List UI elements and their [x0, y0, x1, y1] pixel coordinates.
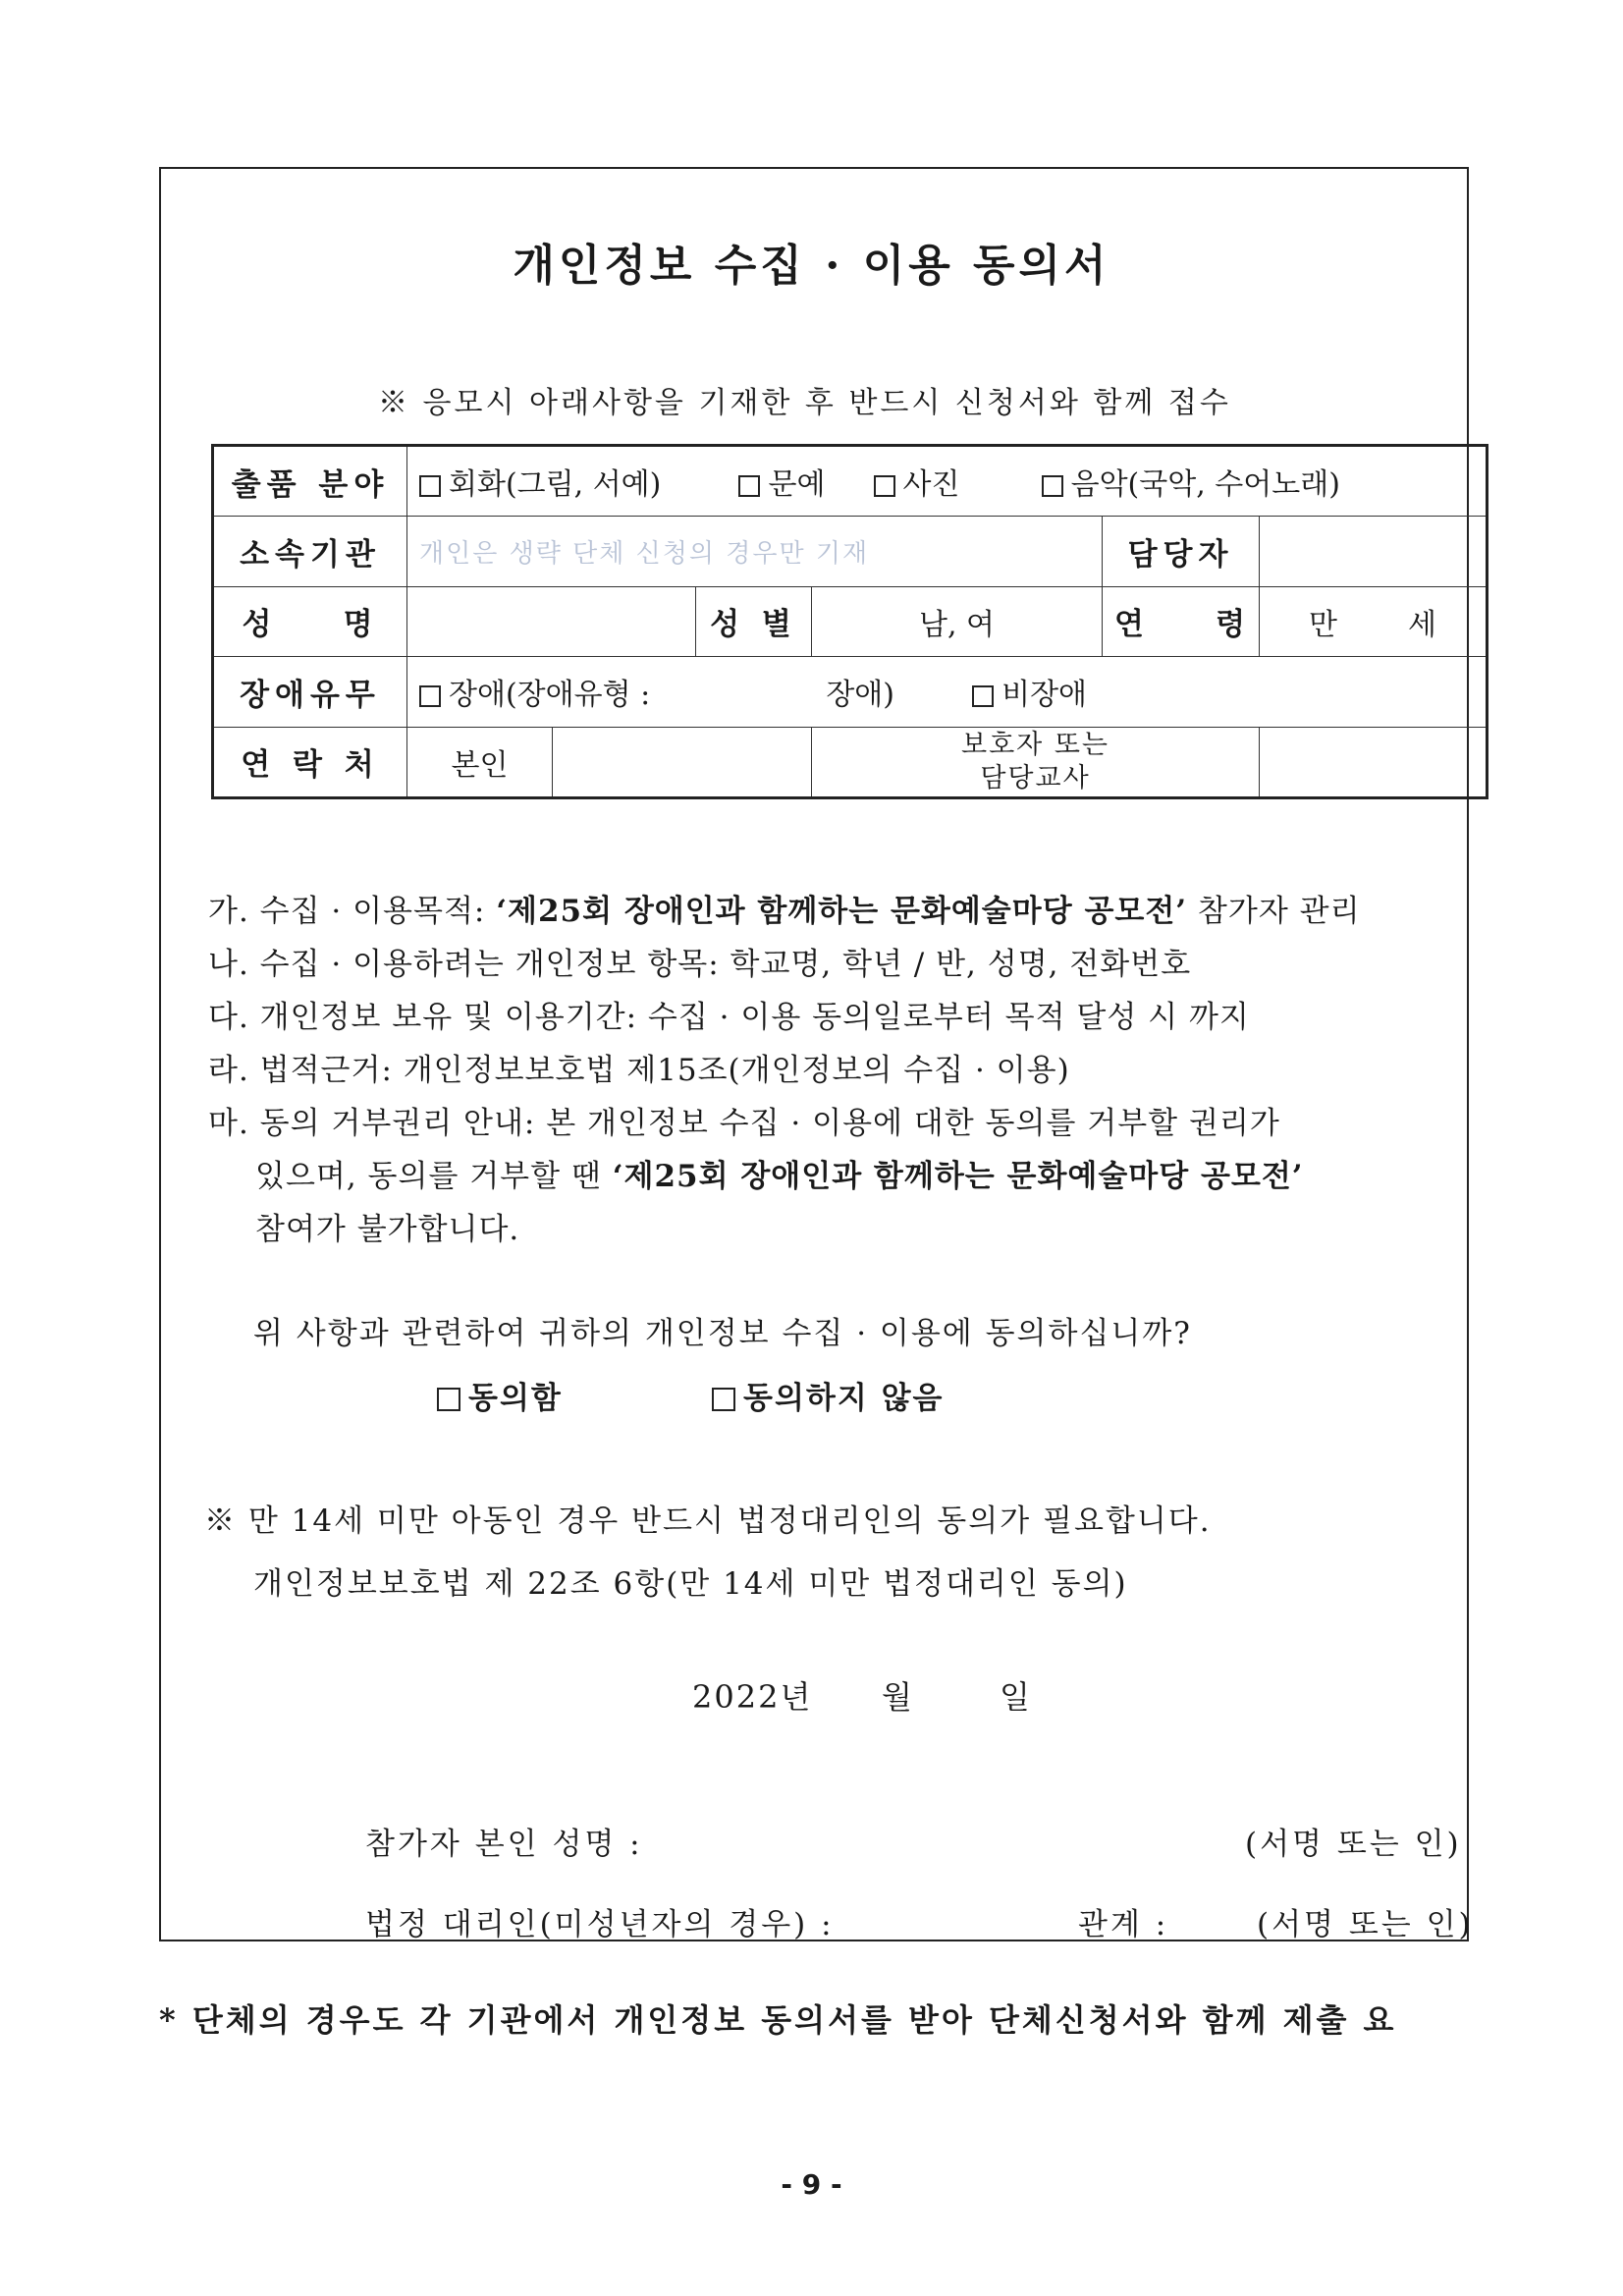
item-legal-basis: 라. 법적근거: 개인정보보호법 제15조(개인정보의 수집 · 이용) [208, 1053, 1070, 1088]
disability-options [407, 657, 1488, 727]
category-options [407, 446, 1488, 517]
age-label: 연 령 [1103, 586, 1260, 656]
checkbox-icon[interactable] [712, 1388, 735, 1411]
checkbox-icon[interactable] [419, 475, 441, 497]
disability-type-suffix: 장애) [826, 678, 894, 713]
disagree-option[interactable]: 동의하지 않음 [712, 1373, 944, 1417]
guardian-signature[interactable]: (서명 또는 인) [1257, 1907, 1474, 1942]
checkbox-icon[interactable] [972, 685, 994, 707]
checkbox-icon[interactable] [738, 475, 760, 497]
manager-field[interactable] [1260, 517, 1488, 586]
item-refusal-right-end: 참여가 불가합니다. [255, 1212, 520, 1247]
category-option-painting[interactable]: 회화(그림, 서예) [419, 467, 661, 502]
contact-guardian-field[interactable] [1260, 727, 1488, 797]
age-field[interactable]: 만 세 [1260, 586, 1488, 656]
applicant-info-table [211, 444, 1488, 799]
contact-guardian-label: 보호자 또는 담당교사 [812, 727, 1260, 797]
category-option-literature[interactable]: 문예 [738, 467, 825, 502]
category-option-photo[interactable]: 사진 [874, 467, 960, 502]
table-row [213, 586, 1488, 656]
table-row [213, 657, 1488, 727]
organization-label: 소속기관 [213, 517, 407, 586]
disability-label: 장애유무 [213, 657, 407, 727]
table-row [213, 517, 1488, 586]
submission-notice: ※ 응모시 아래사항을 기재한 후 반드시 신청서와 함께 접수 [378, 386, 1231, 420]
table-row [213, 727, 1488, 797]
page-number: - 9 - [781, 2168, 842, 2201]
name-field[interactable] [407, 586, 696, 656]
manager-label: 담당자 [1103, 517, 1260, 586]
page-title: 개인정보 수집 · 이용 동의서 [513, 241, 1110, 291]
disability-option-yes[interactable]: 장애(장애유형 : [419, 678, 650, 712]
participant-signature[interactable]: (서명 또는 인) [1245, 1827, 1462, 1862]
contact-label: 연 락 처 [213, 727, 407, 797]
organization-field[interactable]: 개인은 생략 단체 신청의 경우만 기재 [407, 517, 1103, 586]
agree-option[interactable]: 동의함 [437, 1373, 563, 1417]
checkbox-icon[interactable] [437, 1388, 460, 1411]
participant-name-label: 참가자 본인 성명 : [365, 1827, 643, 1862]
item-retention: 다. 개인정보 보유 및 이용기간: 수집 · 이용 동의일로부터 목적 달성 시 까지 [208, 1000, 1250, 1035]
guardian-notice-law: 개인정보보호법 제 22조 6항(만 14세 미만 법정대리인 동의) [253, 1566, 1128, 1602]
group-footnote: * 단체의 경우도 각 기관에서 개인정보 동의서를 받아 단체신청서와 함께 제출 요 [159, 2001, 1397, 2039]
guardian-notice: ※ 만 14세 미만 아동인 경우 반드시 법정대리인의 동의가 필요합니다. [204, 1503, 1212, 1539]
checkbox-icon[interactable] [419, 685, 441, 707]
item-refusal-right: 마. 동의 거부권리 안내: 본 개인정보 수집 · 이용에 대한 동의를 거부할 권리가 [208, 1106, 1280, 1141]
item-refusal-right-cont: 있으며, 동의를 거부할 땐 ‘제25회 장애인과 함께하는 문화예술마당 공모전’ [255, 1159, 1304, 1194]
relation-label: 관계 : [1078, 1907, 1169, 1942]
item-purpose: 가. 수집 · 이용목적: ‘제25회 장애인과 함께하는 문화예술마당 공모전’ 참가자 관리 [208, 894, 1361, 929]
checkbox-icon[interactable] [874, 475, 895, 497]
contact-self-field[interactable] [553, 727, 812, 797]
contact-self-label: 본인 [407, 727, 553, 797]
guardian-label: 법정 대리인(미성년자의 경우) : [365, 1907, 835, 1942]
disability-option-no[interactable]: 비장애 [972, 678, 1087, 712]
checkbox-icon[interactable] [1042, 475, 1063, 497]
name-label: 성 명 [213, 586, 407, 656]
date-month: 월 [882, 1678, 914, 1716]
gender-label: 성 별 [696, 586, 812, 656]
gender-field[interactable]: 남, 여 [812, 586, 1103, 656]
item-fields: 나. 수집 · 이용하려는 개인정보 항목: 학교명, 학년 / 반, 성명, 전화번호 [208, 947, 1192, 982]
consent-question: 위 사항과 관련하여 귀하의 개인정보 수집 · 이용에 동의하십니까? [253, 1316, 1192, 1351]
date-year: 2022년 [692, 1678, 813, 1716]
table-row [213, 446, 1488, 517]
date-day: 일 [1000, 1678, 1032, 1716]
category-option-music[interactable]: 음악(국악, 수어노래) [1042, 467, 1340, 502]
category-label: 출품 분야 [213, 446, 407, 517]
